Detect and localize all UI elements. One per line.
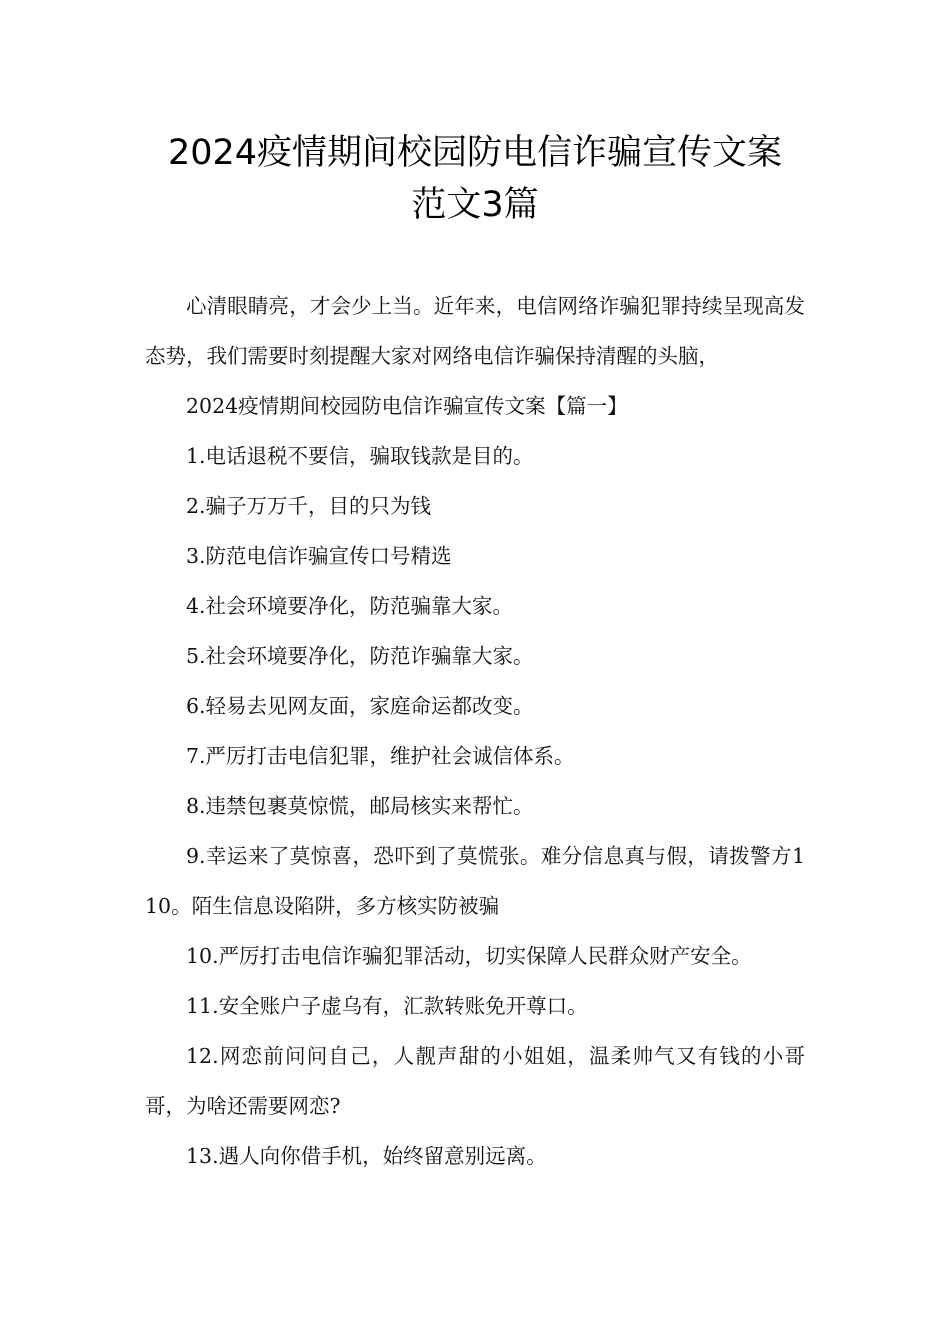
list-item: 8.违禁包裹莫惊慌，邮局核实来帮忙。 [186, 794, 534, 818]
list-item: 4.社会环境要净化，防范骗靠大家。 [186, 594, 514, 618]
document-body [145, 281, 805, 1181]
intro-paragraph: 心清眼睛亮，才会少上当。近年来，电信网络诈骗犯罪持续呈现高发态势，我们需要时刻提醒大家对网络电信诈骗保持清醒的头脑， [145, 294, 805, 368]
list-item: 1.电话退税不要信，骗取钱款是目的。 [186, 444, 534, 468]
list-item: 2.骗子万万千，目的只为钱 [186, 494, 432, 518]
list-item: 10.严厉打击电信诈骗犯罪活动，切实保障人民群众财产安全。 [186, 944, 752, 968]
list-item: 9.幸运来了莫惊喜，恐吓到了莫慌张。难分信息真与假，请拨警方110。陌生信息设陷阱，多方核实防被骗 [145, 844, 805, 918]
section-heading: 2024疫情期间校园防电信诈骗宣传文案【篇一】 [186, 394, 628, 418]
document-title-line2: 范文3篇 [411, 185, 539, 225]
list-item: 3.防范电信诈骗宣传口号精选 [186, 544, 452, 568]
list-item: 6.轻易去见网友面，家庭命运都改变。 [186, 694, 534, 718]
list-item: 5.社会环境要净化，防范诈骗靠大家。 [186, 644, 534, 668]
document-title-line1: 2024疫情期间校园防电信诈骗宣传文案 [167, 133, 783, 173]
list-item: 7.严厉打击电信犯罪，维护社会诚信体系。 [186, 744, 575, 768]
list-item: 13.遇人向你借手机，始终留意别远离。 [186, 1144, 547, 1168]
list-item: 12.网恋前问问自己，人靓声甜的小姐姐，温柔帅气又有钱的小哥哥，为啥还需要网恋? [145, 1044, 805, 1118]
list-item: 11.安全账户子虚乌有，汇款转账免开尊口。 [186, 994, 588, 1018]
